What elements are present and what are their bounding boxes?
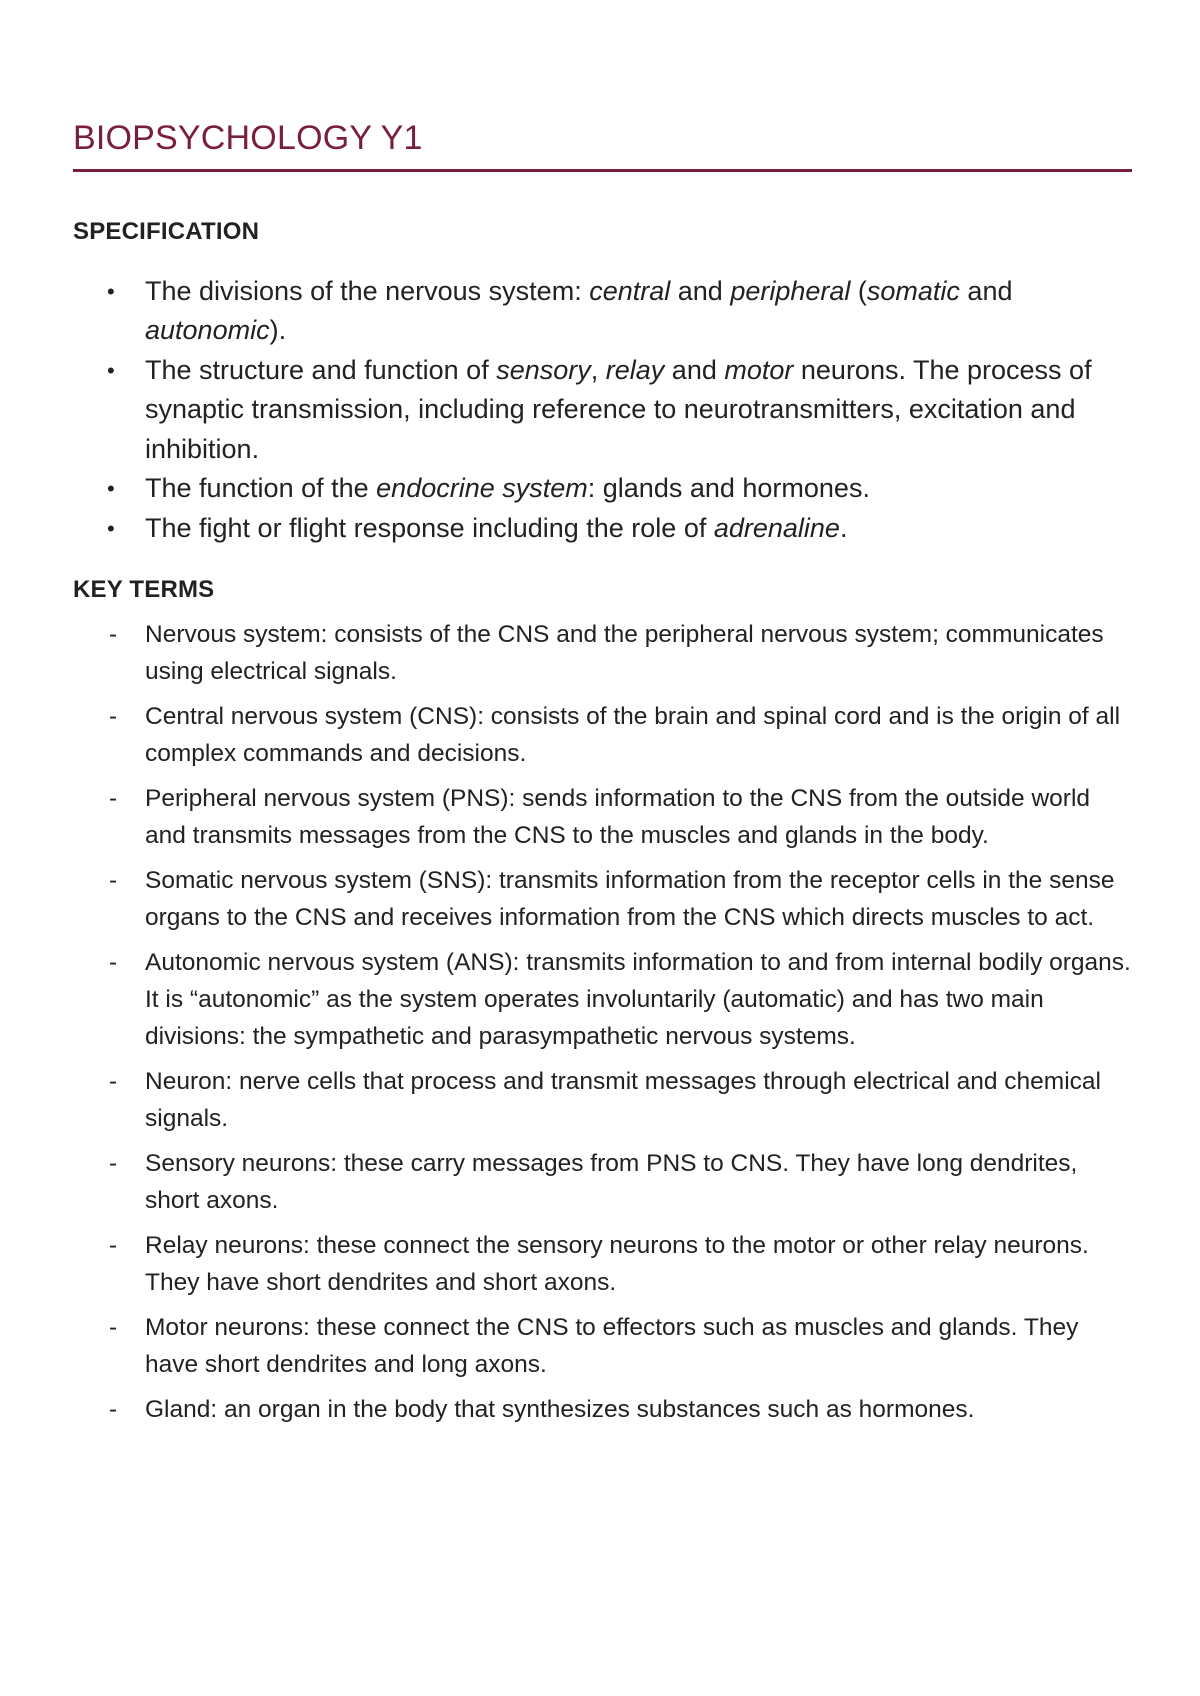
spec-emphasis: endocrine system <box>376 473 588 504</box>
key-term-text: Gland: an organ in the body that synthesizes substances such as hormones. <box>145 1396 975 1424</box>
dash-icon: - <box>109 867 118 895</box>
spec-text: The structure and function of <box>145 354 497 385</box>
key-term-text: Peripheral nervous system (PNS): sends information to the CNS from the outside world and transmits messages from the CNS to the muscles and glands in the body. <box>145 785 1091 850</box>
key-term-text: Somatic nervous system (SNS): transmits information from the receptor cells in the sense organs to the CNS and receives information from the CNS which directs muscles to act. <box>145 867 1115 932</box>
bullet-icon: • <box>107 278 115 304</box>
spec-text: . <box>839 512 848 543</box>
specification-heading: SPECIFICATION <box>73 217 260 245</box>
dash-icon: - <box>109 1232 118 1260</box>
key-term-text: Relay neurons: these connect the sensory neurons to the motor or other relay neurons. They have short dendrites and short axons. <box>145 1232 1089 1297</box>
spec-text: ( <box>850 275 867 306</box>
spec-text: and <box>959 275 1013 306</box>
key-terms-heading: KEY TERMS <box>73 576 215 604</box>
spec-emphasis: motor <box>724 354 794 385</box>
key-term-text: Sensory neurons: these carry messages from PNS to CNS. They have long dendrites, short axons. <box>145 1150 1078 1215</box>
spec-emphasis: adrenaline <box>713 512 840 543</box>
key-term-item <box>73 1227 1132 1301</box>
spec-emphasis: peripheral <box>730 275 851 306</box>
spec-emphasis: autonomic <box>145 315 270 346</box>
document-title: BIOPSYCHOLOGY Y1 <box>73 118 1132 172</box>
key-term-item <box>73 862 1132 936</box>
bullet-icon: • <box>107 515 115 541</box>
dash-icon: - <box>109 621 118 649</box>
dash-icon: - <box>109 703 118 731</box>
key-term-text: Nervous system: consists of the CNS and the peripheral nervous system; communicates using electrical signals. <box>145 621 1104 686</box>
specification-item-2 <box>73 351 1132 470</box>
spec-emphasis: somatic <box>866 275 960 306</box>
key-term-text: Central nervous system (CNS): consists of the brain and spinal cord and is the origin of all complex commands and decisions. <box>145 703 1121 768</box>
spec-text: and <box>664 354 725 385</box>
specification-list <box>73 272 1132 549</box>
key-term-text: Motor neurons: these connect the CNS to effectors such as muscles and glands. They have short dendrites and long axons. <box>145 1314 1079 1379</box>
spec-emphasis: central <box>589 275 671 306</box>
key-term-item <box>73 698 1132 772</box>
key-term-item <box>73 616 1132 690</box>
dash-icon: - <box>109 1314 118 1342</box>
spec-text: and <box>670 275 731 306</box>
dash-icon: - <box>109 1150 118 1178</box>
bullet-icon: • <box>107 357 115 383</box>
dash-icon: - <box>109 949 118 977</box>
key-term-text: Neuron: nerve cells that process and transmit messages through electrical and chemical signals. <box>145 1068 1101 1133</box>
spec-emphasis: sensory <box>496 354 591 385</box>
spec-text: The divisions of the nervous system: <box>145 275 590 306</box>
dash-icon: - <box>109 785 118 813</box>
specification-item-4 <box>73 509 1132 549</box>
spec-text: The fight or flight response including the role of <box>145 512 714 543</box>
spec-text: : glands and hormones. <box>587 473 870 504</box>
dash-icon: - <box>109 1396 118 1424</box>
spec-text: neurons. The process of synaptic transmission, including reference to neurotransmitters, excitation and inhibition. <box>145 354 1092 464</box>
key-terms-list <box>73 616 1132 1428</box>
specification-item-1 <box>73 272 1132 351</box>
spec-text: , <box>590 354 606 385</box>
key-term-item <box>73 1063 1132 1137</box>
spec-text: ). <box>269 315 287 346</box>
spec-emphasis: relay <box>605 354 665 385</box>
spec-text: The function of the <box>145 473 377 504</box>
bullet-icon: • <box>107 476 115 502</box>
key-term-item <box>73 780 1132 854</box>
key-term-item <box>73 1309 1132 1383</box>
specification-item-3 <box>73 469 1132 509</box>
key-term-item <box>73 1391 1132 1428</box>
dash-icon: - <box>109 1068 118 1096</box>
key-term-item <box>73 944 1132 1055</box>
key-term-item <box>73 1145 1132 1219</box>
key-term-text: Autonomic nervous system (ANS): transmits information to and from internal bodily organs. It is “autonomic” as the system operates involuntarily (automatic) and has two main divisions: the sympathetic and parasympathetic nervous systems. <box>145 949 1131 1051</box>
